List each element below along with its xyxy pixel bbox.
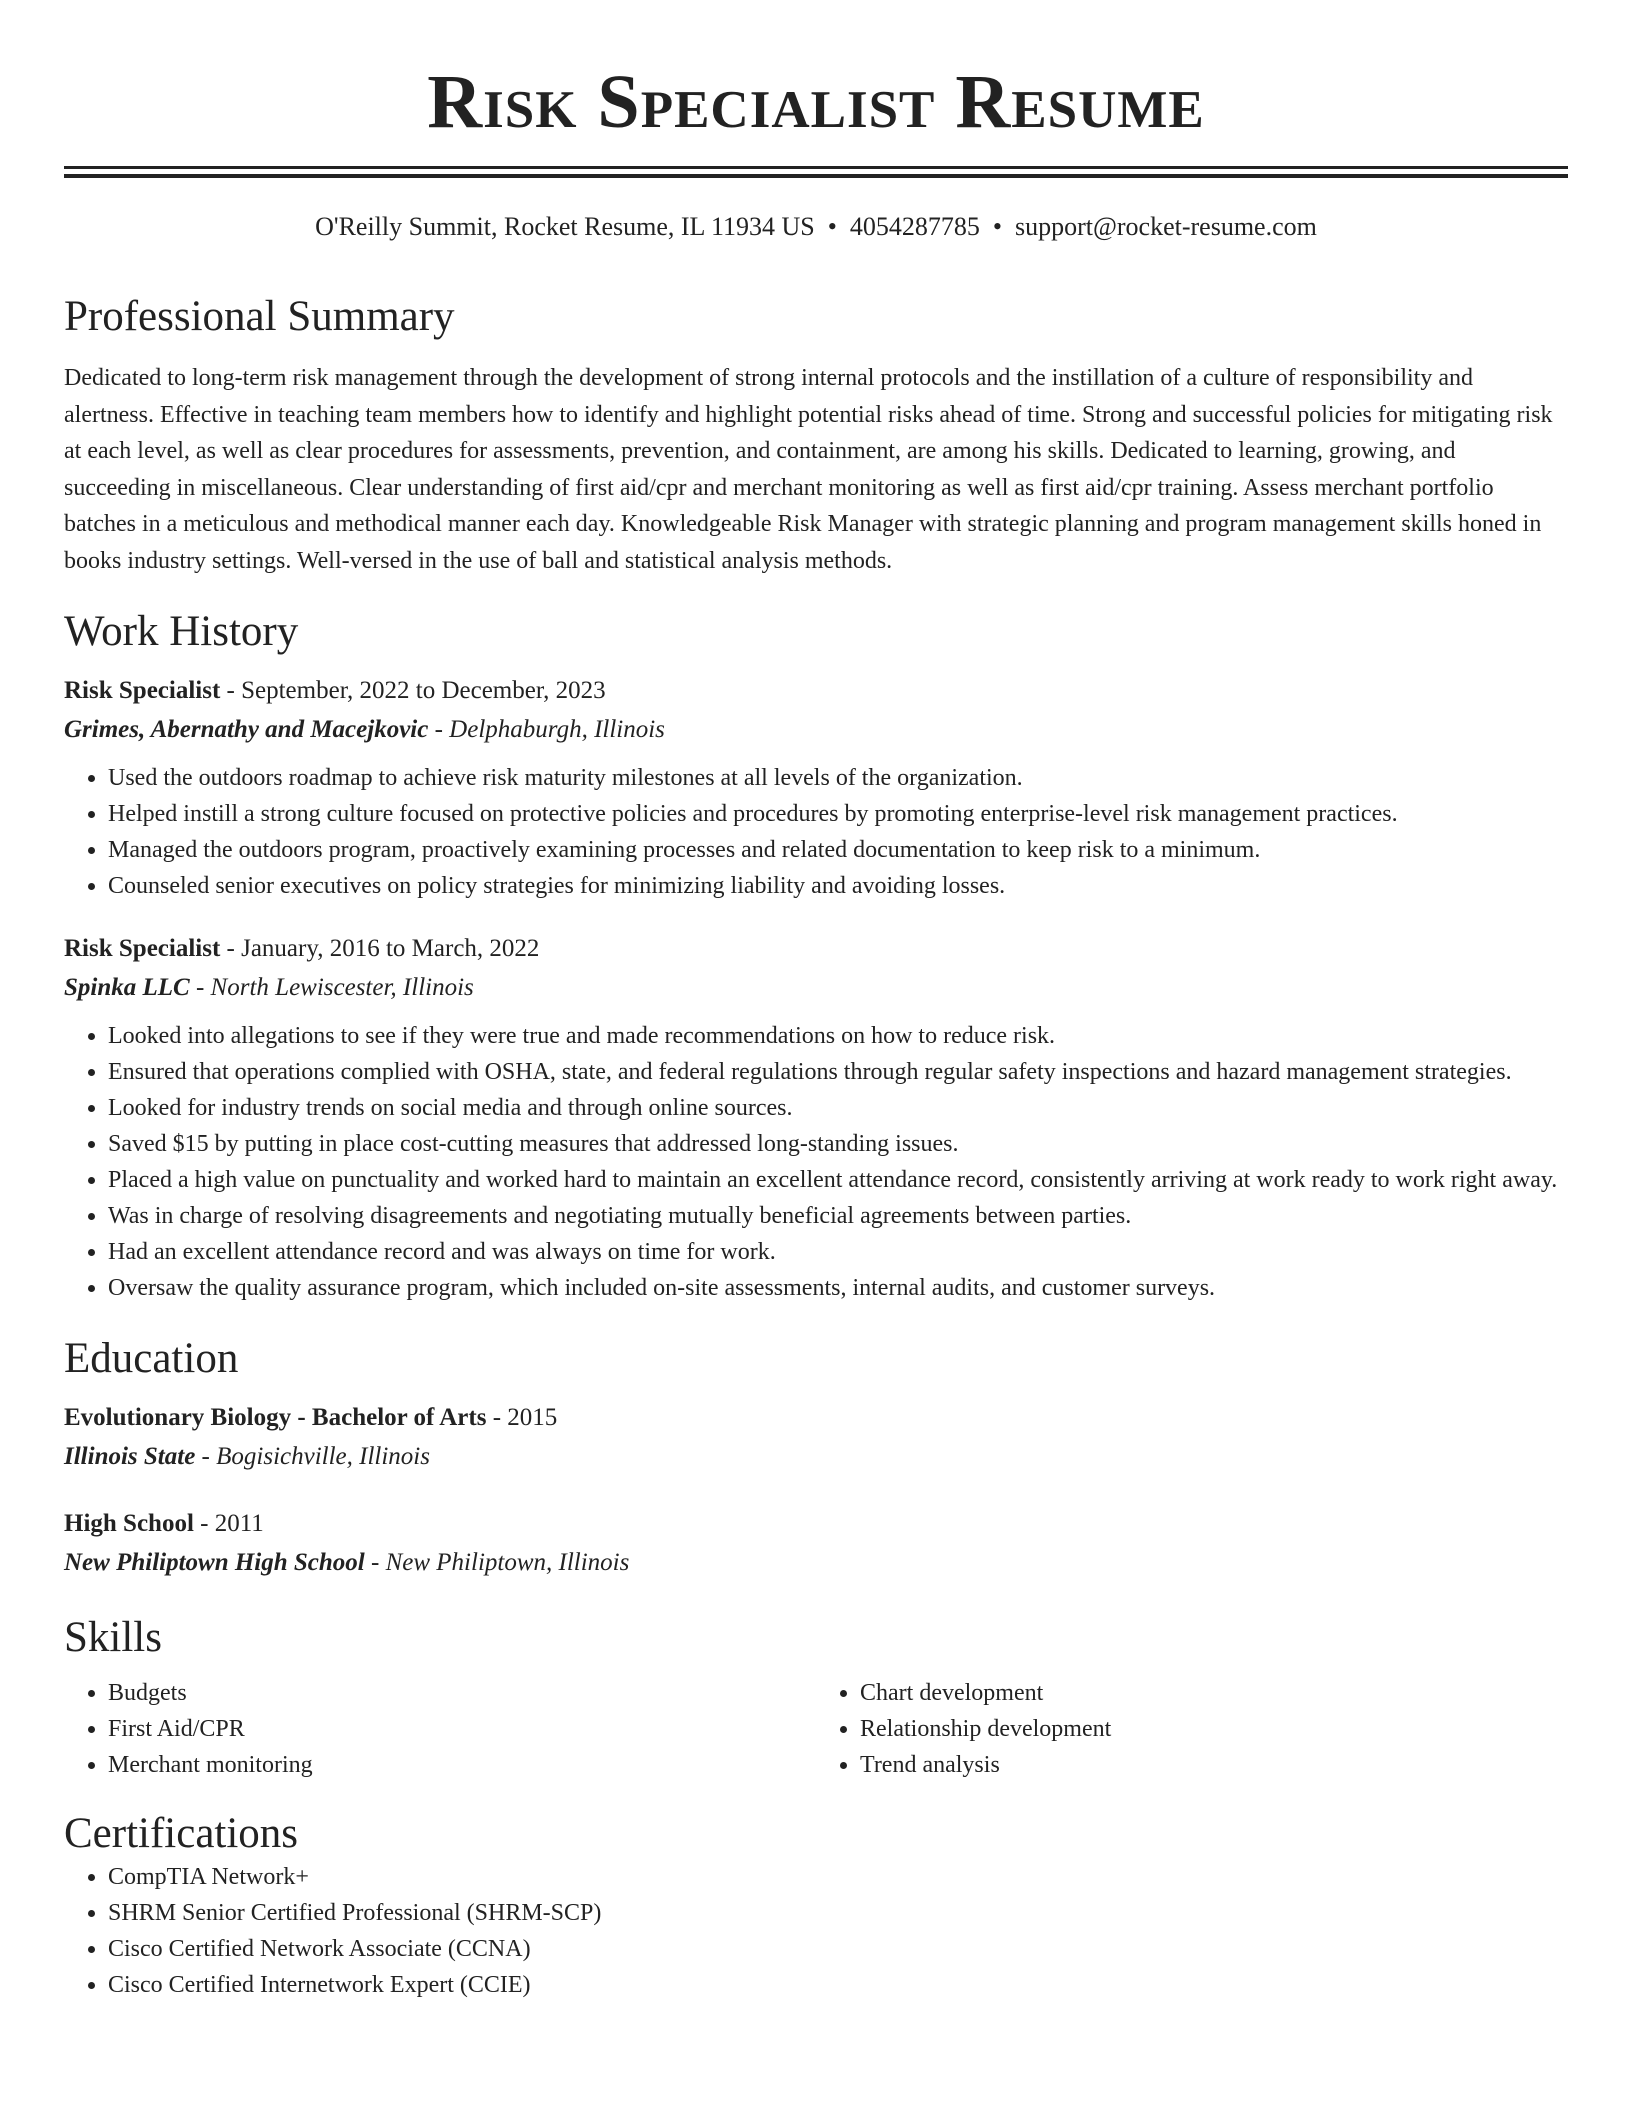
job-header — [64, 672, 1568, 710]
education-location: - New Philiptown, Illinois — [364, 1549, 630, 1576]
list-item: • Relationship development — [860, 1711, 1568, 1747]
skills-grid — [64, 1675, 1568, 1783]
list-item: • Cisco Certified Internetwork Expert (CCIE) — [108, 1967, 1568, 2003]
job-location: - Delphaburgh, Illinois — [428, 716, 665, 743]
job-bullet-list — [64, 760, 1568, 904]
job-company: Grimes, Abernathy and Macejkovic — [64, 716, 429, 743]
list-item: • Oversaw the quality assurance program, which included on-site assessments, internal audits, and customer surveys. — [108, 1270, 1568, 1306]
list-item: • Chart development — [860, 1675, 1568, 1711]
job-company-line — [64, 710, 1568, 750]
work-history-section — [64, 607, 1568, 1306]
list-item: • Counseled senior executives on policy strategies for minimizing liability and avoiding losses. — [108, 868, 1568, 904]
job-title: Risk Specialist — [64, 935, 221, 962]
list-item: • SHRM Senior Certified Professional (SHRM-SCP) — [108, 1895, 1568, 1931]
education-degree: High School — [64, 1510, 194, 1537]
contact-address: O'Reilly Summit, Rocket Resume, IL 11934 US — [315, 212, 815, 241]
education-header — [64, 1399, 1568, 1437]
list-item: • Ensured that operations complied with OSHA, state, and federal regulations through regular safety inspections and hazard management strategies. — [108, 1054, 1568, 1090]
certifications-list — [64, 1859, 1568, 2003]
education-entry — [64, 1399, 1568, 1477]
summary-text: Dedicated to long-term risk management through the development of strong internal protocols and the instillation of a culture of responsibility and alertness. Effective in teaching team members how to identify and highlight potential risks ahead of time. Strong and successful policies for mitigating risk at each level, as well as clear procedures for assessments, prevention, and containment, are among his skills. Dedicated to learning, growing, and succeeding in miscellaneous. Clear understanding of first aid/cpr and merchant monitoring as well as first aid/cpr training. Assess merchant portfolio batches in a meticulous and methodical manner each day. Knowledgeable Risk Manager with strategic planning and program management skills honed in books industry settings. Well-versed in the use of ball and statistical analysis methods. — [64, 365, 1553, 574]
certifications-heading: Certifications — [64, 1810, 299, 1857]
job-dates: - January, 2016 to March, 2022 — [220, 935, 540, 962]
contact-phone: 4054287785 — [849, 212, 980, 241]
job-location: - North Lewiscester, Illinois — [189, 974, 474, 1001]
list-item: • Saved $15 by putting in place cost-cutting measures that addressed long-standing issues. — [108, 1126, 1568, 1162]
contact-email: support@rocket-resume.com — [1014, 212, 1317, 241]
skills-heading: Skills — [64, 1614, 162, 1661]
job-dates: - September, 2022 to December, 2023 — [220, 677, 606, 704]
page-title: Risk Specialist Resume — [427, 60, 1205, 144]
list-item: • Used the outdoors roadmap to achieve risk maturity milestones at all levels of the organization. — [108, 760, 1568, 796]
contact-separator: • — [992, 212, 1002, 241]
list-item: • Cisco Certified Network Associate (CCNA) — [108, 1931, 1568, 1967]
list-item: • First Aid/CPR — [108, 1711, 816, 1747]
education-school-line — [64, 1437, 1568, 1477]
job-entry — [64, 672, 1568, 904]
job-bullet-list — [64, 1018, 1568, 1306]
education-year: - 2015 — [486, 1404, 558, 1431]
list-item: • Helped instill a strong culture focused on protective policies and procedures by promoting enterprise-level risk management practices. — [108, 796, 1568, 832]
list-item: • Budgets — [108, 1675, 816, 1711]
list-item: • Had an excellent attendance record and was always on time for work. — [108, 1234, 1568, 1270]
contact-line — [64, 210, 1568, 244]
education-section — [64, 1334, 1568, 1583]
education-degree: Evolutionary Biology - Bachelor of Arts — [64, 1404, 487, 1431]
job-company-line — [64, 968, 1568, 1008]
skills-list-right — [816, 1675, 1568, 1783]
list-item: • Merchant monitoring — [108, 1747, 816, 1783]
job-header — [64, 930, 1568, 968]
title-double-rule — [64, 166, 1568, 178]
job-company: Spinka LLC — [64, 974, 190, 1001]
summary-heading: Professional Summary — [64, 293, 455, 340]
job-title: Risk Specialist — [64, 677, 221, 704]
list-item: • Managed the outdoors program, proactively examining processes and related documentation to keep risk to a minimum. — [108, 832, 1568, 868]
education-school: New Philiptown High School — [64, 1549, 365, 1576]
list-item: • Looked for industry trends on social media and through online sources. — [108, 1090, 1568, 1126]
list-item: • Was in charge of resolving disagreements and negotiating mutually beneficial agreements between parties. — [108, 1198, 1568, 1234]
summary-section — [64, 292, 1568, 579]
education-school-line — [64, 1543, 1568, 1583]
education-heading: Education — [64, 1335, 239, 1382]
education-year: - 2011 — [193, 1510, 264, 1537]
education-location: - Bogisichville, Illinois — [195, 1443, 430, 1470]
skills-section — [64, 1613, 1568, 1783]
contact-separator: • — [827, 212, 837, 241]
list-item: • Placed a high value on punctuality and worked hard to maintain an excellent attendance record, consistently arriving at work ready to work right away. — [108, 1162, 1568, 1198]
list-item: • Trend analysis — [860, 1747, 1568, 1783]
list-item: • CompTIA Network+ — [108, 1859, 1568, 1895]
skills-list-left — [64, 1675, 816, 1783]
work-history-heading: Work History — [64, 608, 299, 655]
certifications-section — [64, 1809, 1568, 2003]
list-item: • Looked into allegations to see if they were true and made recommendations on how to reduce risk. — [108, 1018, 1568, 1054]
education-header — [64, 1505, 1568, 1543]
education-entry — [64, 1505, 1568, 1583]
job-entry — [64, 930, 1568, 1306]
education-school: Illinois State — [64, 1443, 196, 1470]
